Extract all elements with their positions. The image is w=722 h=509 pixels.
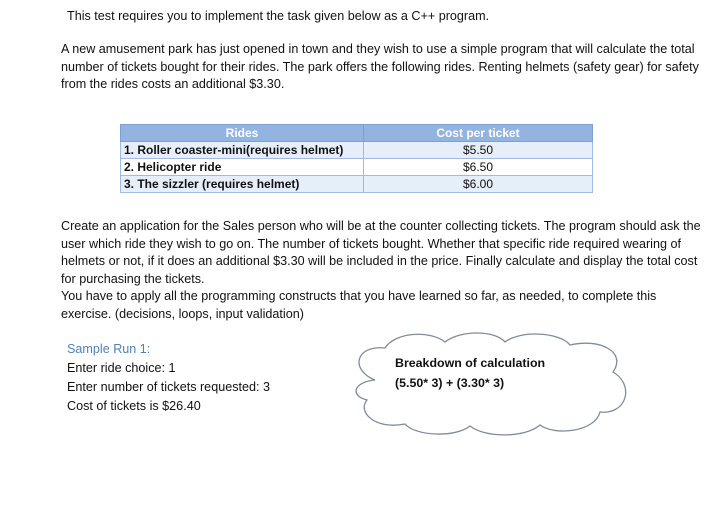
application-instructions: Create an application for the Sales person who will be at the counter collecting tickets. The program should ask the user which ride they wish to go on. The number of tickets bought. Whether that specific ride required wearing of helmets or not, if it does an additional $3.30 will be included in the price. Finally calculate and display the total cost for purchasing the tickets. xyxy=(61,219,701,286)
problem-description: A new amusement park has just opened in town and they wish to use a simple program that will calculate the total number of tickets bought for their rides. The park offers the following rides. Renting helmets (safety gear) for safety from the rides costs an additional $3.30. xyxy=(61,42,699,91)
ride-name: 1. Roller coaster-mini(requires helmet) xyxy=(121,142,364,159)
table-row xyxy=(121,142,593,159)
callout-title: Breakdown of calculation xyxy=(395,356,546,370)
ride-cost: $6.50 xyxy=(364,159,593,176)
rides-table-header xyxy=(121,125,593,142)
sample-run-title: Sample Run 1: xyxy=(67,342,151,356)
rides-table xyxy=(120,124,593,193)
callout-formula: (5.50* 3) + (3.30* 3) xyxy=(395,376,505,390)
sample-line-ticket-count: Enter number of tickets requested: 3 xyxy=(67,380,271,394)
ride-cost: $6.00 xyxy=(364,176,593,193)
table-row xyxy=(121,159,593,176)
intro-text: This test requires you to implement the task given below as a C++ program. xyxy=(67,9,490,23)
ride-name: 3. The sizzler (requires helmet) xyxy=(121,176,364,193)
sample-line-cost: Cost of tickets is $26.40 xyxy=(67,399,201,413)
cost-column-header: Cost per ticket xyxy=(364,125,593,142)
calculation-callout xyxy=(395,353,545,393)
rides-column-header: Rides xyxy=(121,125,364,142)
programming-constructs-note: You have to apply all the programming constructs that you have learned so far, as needed, to complete this exercise. (decisions, loops, input validation) xyxy=(61,289,657,321)
ride-name: 2. Helicopter ride xyxy=(121,159,364,176)
ride-cost: $5.50 xyxy=(364,142,593,159)
sample-line-ride-choice: Enter ride choice: 1 xyxy=(67,361,176,375)
sample-run xyxy=(67,340,270,416)
table-row xyxy=(121,176,593,193)
